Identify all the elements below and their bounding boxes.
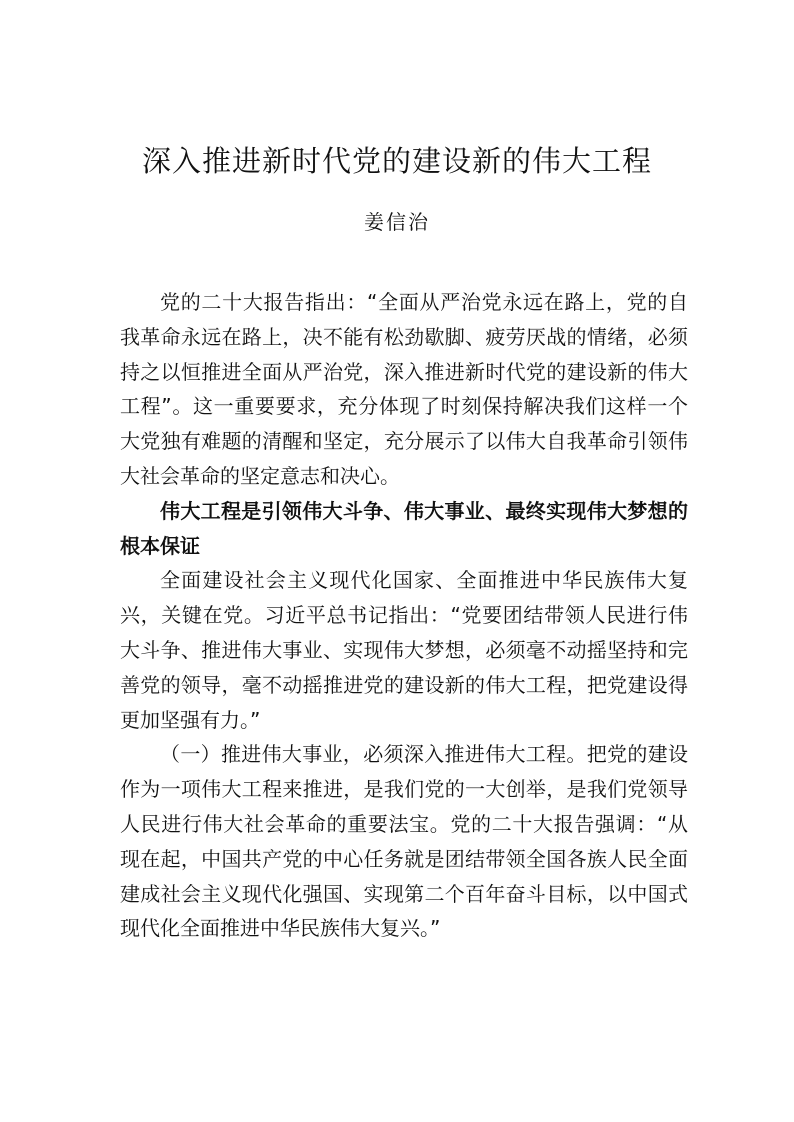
paragraph-intro: 党的二十大报告指出：“全面从严治党永远在路上，党的自我革命永远在路上，决不能有松劲歇脚、疲劳厌战的情绪，必须持之以恒推进全面从严治党，深入推进新时代党的建设新的伟大工程”。这一重要要求，充分体现了时刻保持解决我们这样一个大党独有难题的清醒和坚定，充分展示了以伟大自我革命引领伟大社会革命的坚定意志和决心。 — [120, 290, 688, 488]
paragraph-key-to-party: 全面建设社会主义现代化国家、全面推进中华民族伟大复兴，关键在党。习近平总书记指出：“党要团结带领人民进行伟大斗争、推进伟大事业、实现伟大梦想，必须毫不动摇坚持和完善党的领导，毫不动摇推进党的建设新的伟大工程，把党建设得更加坚强有力。” — [120, 568, 688, 732]
document-body — [120, 285, 688, 946]
document-title: 深入推进新时代党的建设新的伟大工程 — [141, 144, 652, 178]
document-author: 姜信治 — [364, 210, 430, 234]
paragraph-point-one: （一）推进伟大事业，必须深入推进伟大工程。把党的建设作为一项伟大工程来推进，是我们党的一大创举，是我们党领导人民进行伟大社会革命的重要法宝。党的二十大报告强调：“从现在起，中国共产党的中心任务就是团结带领全国各族人民全面建成社会主义现代化强国、实现第二个百年奋斗目标，以中国式现代化全面推进中华民族伟大复兴。” — [120, 742, 688, 941]
section-heading: 伟大工程是引领伟大斗争、伟大事业、最终实现伟大梦想的根本保证 — [120, 498, 688, 558]
